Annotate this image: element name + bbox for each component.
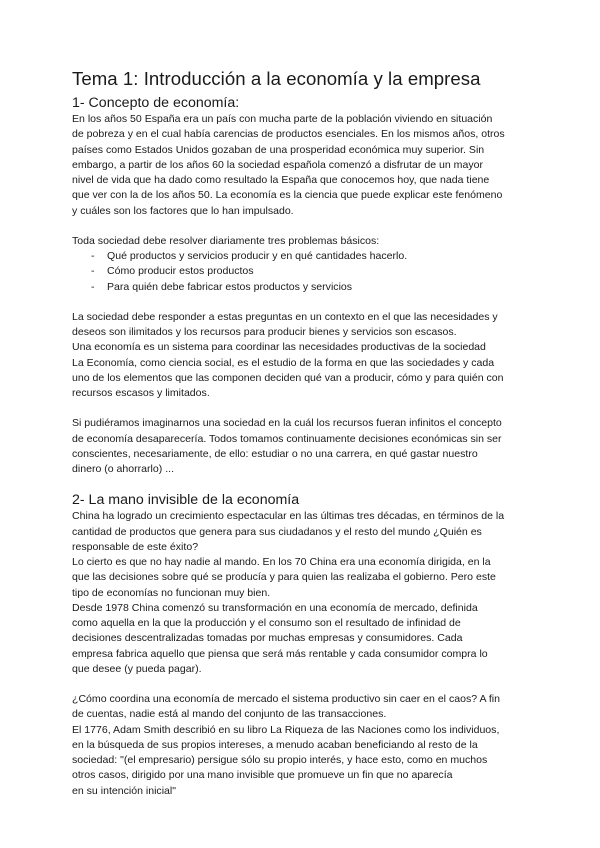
document-body	[72, 68, 532, 799]
text-line: que las decisiones sobre qué se producía y para quien las realizaba el gobierno. Pero este	[72, 571, 496, 584]
spacer	[72, 295, 532, 310]
text-line: conscientes, necesariamente, de ello: estudiar o no una carrera, en qué gastar nuestro	[72, 447, 478, 460]
page-title: Tema 1: Introducción a la economía y la empresa	[72, 68, 481, 89]
dash-bullet: -	[91, 250, 95, 262]
text-line: que desee (y pueda pagar).	[72, 662, 202, 675]
text-line: otros casos, dirigido por una mano invisible que promueve un fin que no aparecía	[72, 769, 453, 782]
text-line: tipo de economías no funcionan muy bien.	[72, 586, 271, 599]
spacer	[72, 401, 532, 416]
text-line: La Economía, como ciencia social, es el estudio de la forma en que las sociedades y cada	[72, 356, 495, 369]
list-item	[91, 249, 532, 264]
text-line: embargo, a partir de los años 60 la sociedad española comenzó a disfrutar de un mayor	[72, 158, 483, 171]
text-line: Lo cierto es que no hay nadie al mando. En los 70 China era una economía dirigida, en la	[72, 556, 491, 568]
list-item-text: Cómo producir estos productos	[107, 265, 254, 278]
text-line: deseos son ilimitados y los recursos para producir bienes y servicios son escasos.	[72, 326, 457, 338]
text-line: Desde 1978 China comenzó su transformación en una economía de mercado, definida	[72, 601, 478, 614]
text-line: La sociedad debe responder a estas preguntas en un contexto en el que las necesidades y	[72, 310, 498, 323]
problems-list	[72, 249, 532, 295]
dash-bullet: -	[91, 280, 95, 293]
section-2-paragraph-1	[72, 509, 532, 677]
text-line: en la búsqueda de sus propios intereses, a menudo acaban beneficiando al resto de la	[72, 738, 478, 751]
text-line: uno de los elementos que las componen deciden qué van a producir, cómo y para quién con	[72, 371, 504, 384]
section-2-paragraph-2	[72, 692, 532, 799]
spacer	[72, 677, 532, 692]
text-line: decisiones descentralizadas tomadas por muchas empresas y consumidores. Cada	[72, 632, 463, 645]
text-line: sociedad: "(el empresario) persigue sólo su propio interés, y hace esto, como en muchos	[72, 754, 488, 766]
section-2-heading: 2- La mano invisible de la economía	[72, 492, 300, 509]
section-1-paragraph-3	[72, 310, 532, 402]
text-line: dinero (o ahorrarlo) ...	[72, 463, 174, 475]
text-line: responsable de este éxito?	[72, 540, 199, 553]
text-line: países como Estados Unidos gozaban de una prosperidad económica muy superior. Sin	[72, 143, 485, 156]
text-line: de economía desaparecería. Todos tomamos continuamente decisiones económicas sin ser	[72, 432, 502, 445]
text-line: como aquella en la que la producción y el consumo son el resultado de infinidad de	[72, 617, 461, 629]
spacer	[72, 219, 532, 234]
text-line: empresa fabrica aquello que piensa que será más rentable y cada consumidor compra lo	[72, 647, 488, 660]
text-line: China ha logrado un crecimiento espectacular en las últimas tres décadas, en términos de la	[72, 510, 505, 523]
dash-bullet: -	[91, 265, 95, 278]
text-line: en su intención inicial"	[72, 784, 177, 797]
text-line: y cuáles son los factores que lo han impulsado.	[72, 204, 294, 217]
list-item-text: Para quién debe fabricar estos productos y servicios	[107, 280, 353, 293]
text-line: de cuentas, nadie está al mando del conjunto de las transacciones.	[72, 708, 387, 721]
section-1-list-intro: Toda sociedad debe resolver diariamente tres problemas básicos:	[72, 234, 380, 247]
text-line: ¿Cómo coordina una economía de mercado el sistema productivo sin caer en el caos? A fin	[72, 693, 500, 705]
text-line: Una economía es un sistema para coordinar las necesidades productivas de la sociedad	[72, 341, 486, 354]
text-line: El 1776, Adam Smith describió en su libro La Riqueza de las Naciones como los individuos,	[72, 723, 500, 736]
list-item	[91, 264, 532, 279]
text-line: recursos escasos y limitados.	[72, 387, 210, 399]
text-line: cantidad de productos que genera para sus ciudadanos y el resto del mundo ¿Quién es	[72, 525, 482, 538]
text-line: de pobreza y en el cual había carencias de productos esenciales. En los mismos años, otros	[72, 128, 505, 141]
list-item	[91, 280, 532, 295]
text-line: Si pudiéramos imaginarnos una sociedad en la cuál los recursos fueran infinitos el concepto	[72, 417, 502, 430]
text-line: En los años 50 España era un país con mucha parte de la población viviendo en situación	[72, 113, 493, 125]
section-1-paragraph-1	[72, 112, 532, 219]
section-1-heading: 1- Concepto de economía:	[72, 95, 240, 111]
section-1-paragraph-4	[72, 416, 532, 477]
text-line: nivel de vida que ha dado como resultado la España que conocemos hoy, que nada tiene	[72, 174, 490, 186]
text-line: que ver con la de los años 50. La economía es la ciencia que puede explicar este fenómeno	[72, 189, 503, 202]
list-item-text: Qué productos y servicios producir y en qué cantidades hacerlo.	[107, 250, 408, 262]
